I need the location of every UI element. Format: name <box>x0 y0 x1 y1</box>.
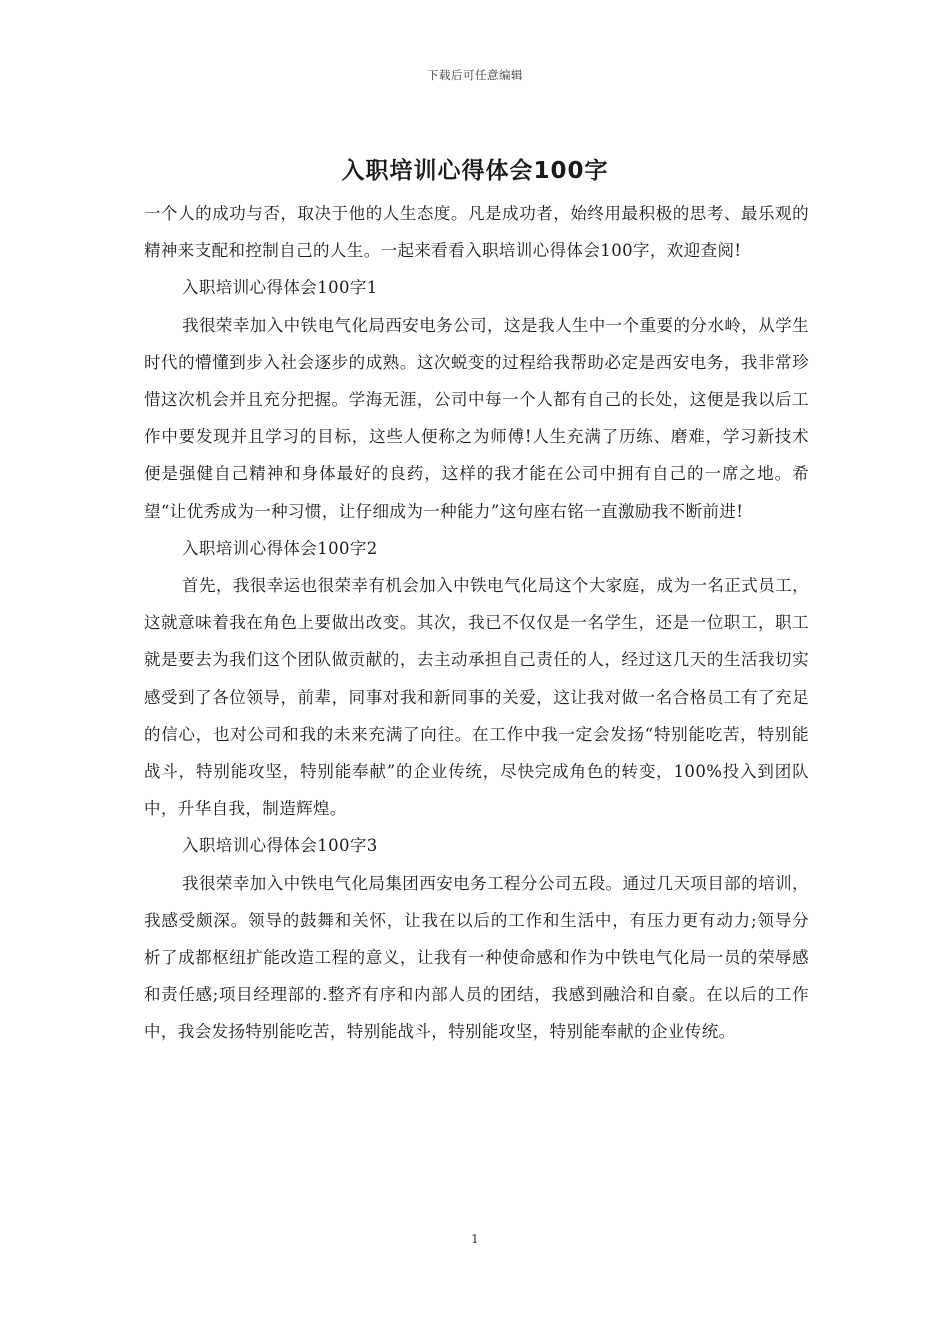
document-body <box>144 195 809 1051</box>
page-title: 入职培训心得体会100字 <box>341 158 609 184</box>
section-heading-2: 入职培训心得体会100字2 <box>182 538 378 558</box>
intro-paragraph: 一个人的成功与否，取决于他的人生态度。凡是成功者，始终用最积极的思考、最乐观的精神来支配和控制自己的人生。一起来看看入职培训心得体会100字，欢迎查阅! <box>144 204 809 261</box>
section-heading-1: 入职培训心得体会100字1 <box>182 278 378 298</box>
section-body-3: 我很荣幸加入中铁电气化局集团西安电务工程分公司五段。通过几天项目部的培训，我感受颇深。领导的鼓舞和关怀，让我在以后的工作和生活中，有压力更有动力;领导分析了成都枢纽扩能改造工程的意义，让我有一种使命感和作为中铁电气化局一员的荣辱感和责任感;项目经理部的.整齐有序和内部人员的团结，我感到融洽和自豪。在以后的工作中，我会发扬特别能吃苦，特别能战斗，特别能攻坚，特别能奉献的企业传统。 <box>144 873 809 1042</box>
page-number: 1 <box>471 1232 479 1246</box>
section-body-1: 我很荣幸加入中铁电气化局西安电务公司，这是我人生中一个重要的分水岭，从学生时代的懵懂到步入社会逐步的成熟。这次蜕变的过程给我帮助必定是西安电务，我非常珍惜这次机会并且充分把握。学海无涯，公司中每一个人都有自己的长处，这便是我以后工作中要发现并且学习的目标，这些人便称之为师傅!人生充满了历练、磨难，学习新技术便是强健自己精神和身体最好的良药，这样的我才能在公司中拥有自己的一席之地。希望“让优秀成为一种习惯，让仔细成为一种能力”这句座右铭一直激励我不断前进! <box>144 315 809 521</box>
header-note: 下载后可任意编辑 <box>427 68 523 82</box>
section-body-2: 首先，我很幸运也很荣幸有机会加入中铁电气化局这个大家庭，成为一名正式员工，这就意味着我在角色上要做出改变。其次，我已不仅仅是一名学生，还是一位职工，职工就是要去为我们这个团队做贡献的，去主动承担自己责任的人，经过这几天的生活我切实感受到了各位领导，前辈，同事对我和新同事的关爱，这让我对做一名合格员工有了充足的信心，也对公司和我的未来充满了向往。在工作中我一定会发扬“特别能吃苦，特别能战斗，特别能攻坚，特别能奉献”的企业传统，尽快完成角色的转变，100%投入到团队中，升华自我，制造辉煌。 <box>144 576 809 819</box>
section-heading-3: 入职培训心得体会100字3 <box>182 836 378 856</box>
